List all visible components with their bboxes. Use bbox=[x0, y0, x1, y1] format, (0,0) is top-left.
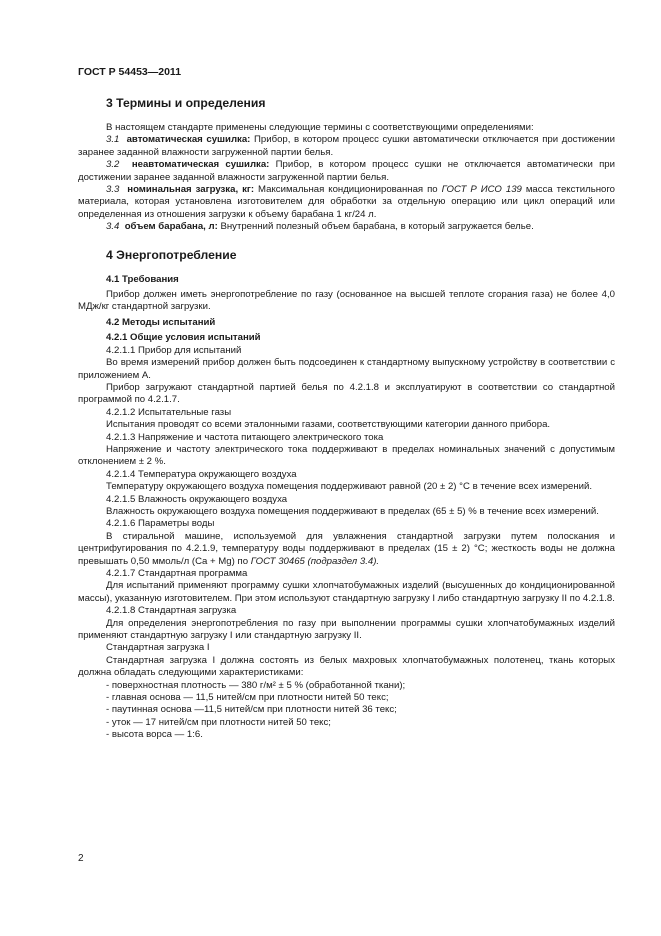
section-3-intro: В настоящем стандарте применены следующие термины с соответствующими определениями: bbox=[106, 122, 534, 133]
term-definition: Прибор, в котором процесс сушки автоматически отключается при достижении заранее заданной влажности загруженной партии белья. bbox=[78, 134, 615, 158]
clause-4-2-1-1-para-1: Во время измерений прибор должен быть подсоединен к стандартному выпускному устройству в соответствии с приложением А. bbox=[78, 357, 615, 381]
term-3-3 bbox=[78, 184, 615, 221]
clause-4-2-1-3-para: Напряжение и частоту электрического тока поддерживают в пределах номинальных значений с допустимым отклонением ± 2 %. bbox=[78, 443, 615, 468]
clause-4-2-1-8-para-2: Стандартная загрузка I должна состоять из белых махровых хлопчатобумажных полотенец, ткань которых должна обладать следующими характеристиками: bbox=[78, 654, 615, 679]
clause-4-2-1-8-title: 4.2.1.8 Стандартная загрузка bbox=[106, 605, 237, 617]
clause-4-2-1-8-para-1: Для определения энергопотребления по газу при выполнении программы сушки хлопчатобумажных изделий применяют стандартную загрузку I или стандартную загрузку II. bbox=[78, 617, 615, 642]
clause-4-2-1-5-para: Влажность окружающего воздуха помещения поддерживают в пределах (65 ± 5) % в течение всех измерений. bbox=[106, 505, 599, 517]
document-header: ГОСТ Р 54453—2011 bbox=[78, 66, 182, 78]
clause-4-2-1-6-title: 4.2.1.6 Параметры воды bbox=[106, 518, 215, 530]
term-definition: Максимальная кондиционированная по bbox=[254, 184, 442, 196]
term-number: 3.3 bbox=[106, 184, 120, 196]
subsection-4-1-heading: 4.1 Требования bbox=[106, 273, 179, 285]
list-item: - главная основа — 11,5 нитей/см при плотности нитей 50 текс; bbox=[106, 692, 389, 704]
clause-4-2-1-1-title: 4.2.1.1 Прибор для испытаний bbox=[106, 344, 242, 356]
term-name: автоматическая сушилка: bbox=[126, 134, 251, 146]
clause-4-2-1-5-title: 4.2.1.5 Влажность окружающего воздуха bbox=[106, 493, 288, 505]
clause-4-2-1-2-title: 4.2.1.2 Испытательные газы bbox=[106, 406, 232, 418]
clause-4-2-1-4-para: Температуру окружающего воздуха помещения поддерживают равной (20 ± 2) °С в течение всех измерений. bbox=[106, 481, 593, 493]
list-item: - паутинная основа —11,5 нитей/см при плотности нитей 36 текс; bbox=[106, 704, 397, 716]
section-4-heading: 4 Энергопотребление bbox=[106, 247, 237, 262]
clause-4-2-1-8-subtitle: Стандартная загрузка I bbox=[106, 642, 210, 654]
clause-4-2-1-7-para: Для испытаний применяют программу сушки хлопчатобумажных изделий (высушенных до кондиционированной массы), указанную изготовителем. При этом используют стандартную загрузку I либо стандартную загрузку II по 4.2.1.8. bbox=[78, 580, 615, 604]
term-3-4 bbox=[78, 221, 615, 233]
page-number: 2 bbox=[78, 853, 84, 864]
standard-reference: ГОСТ 30465 (подраздел 3.4). bbox=[250, 555, 380, 567]
subsection-4-2-1-heading: 4.2.1 Общие условия испытаний bbox=[106, 332, 261, 344]
term-definition: Прибор, в котором процесс сушки не отключается автоматически при достижении заранее заданной влажности загруженной партии белья. bbox=[78, 159, 615, 183]
term-3-1 bbox=[78, 134, 615, 159]
clause-4-2-1-4-title: 4.2.1.4 Температура окружающего воздуха bbox=[106, 468, 297, 480]
section-3-heading: 3 Термины и определения bbox=[106, 96, 266, 110]
subsection-4-2-heading: 4.2 Методы испытаний bbox=[106, 316, 216, 328]
term-number: 3.2 bbox=[106, 159, 120, 171]
clause-4-2-1-6-para bbox=[78, 531, 615, 568]
term-definition-cont: масса текстильного материала, которая установлена изготовителем для обработки за отдельную операцию или цикл операций или определенная из отношения загрузки к объему барабана 1 кг/24 л. bbox=[78, 184, 615, 220]
list-item: - поверхностная плотность — 380 г/м² ± 5 % (обработанной ткани); bbox=[106, 679, 406, 691]
term-number: 3.1 bbox=[106, 134, 120, 146]
list-item: - высота ворса — 1:6. bbox=[106, 729, 203, 741]
clause-4-2-1-1-para-2: Прибор загружают стандартной партией белья по 4.2.1.8 и эксплуатируют в соответствии со стандартной программой по 4.2.1.7. bbox=[78, 381, 615, 406]
term-name: номинальная загрузка, кг: bbox=[127, 184, 255, 196]
clause-4-2-1-7-title: 4.2.1.7 Стандартная программа bbox=[106, 568, 248, 579]
subsection-4-1-text: Прибор должен иметь энергопотребление по газу (основанное на высшей теплоте сгорания газа) не более 4,0 МДж/кг стандартной загрузки. bbox=[78, 289, 615, 313]
clause-4-2-1-3-title: 4.2.1.3 Напряжение и частота питающего электрического тока bbox=[106, 431, 384, 443]
term-name: объем барабана, л: bbox=[124, 221, 218, 233]
term-definition: Внутренний полезный объем барабана, в который загружается белье. bbox=[217, 221, 534, 233]
list-item: - уток — 17 нитей/см при плотности нитей 50 текс; bbox=[106, 716, 331, 728]
clause-4-2-1-6-text: В стиральной машине, используемой для увлажнения стандартной загрузки путем полоскания и центрифугирования по 4.2.1.9, температуру воды поддерживают в пределах (15 ± 2) °С; жесткость воды не должна превышать 0,50 ммоль/л (Ca + Mg) по bbox=[78, 530, 615, 567]
term-name: неавтоматическая сушилка: bbox=[131, 159, 270, 171]
term-3-2 bbox=[78, 159, 615, 184]
standard-reference: ГОСТ Р ИСО 139 bbox=[441, 184, 522, 196]
clause-4-2-1-2-para: Испытания проводят со всеми эталонными газами, соответствующими категории данного прибора. bbox=[106, 419, 551, 431]
term-number: 3.4 bbox=[106, 221, 120, 233]
document-body bbox=[78, 96, 615, 742]
